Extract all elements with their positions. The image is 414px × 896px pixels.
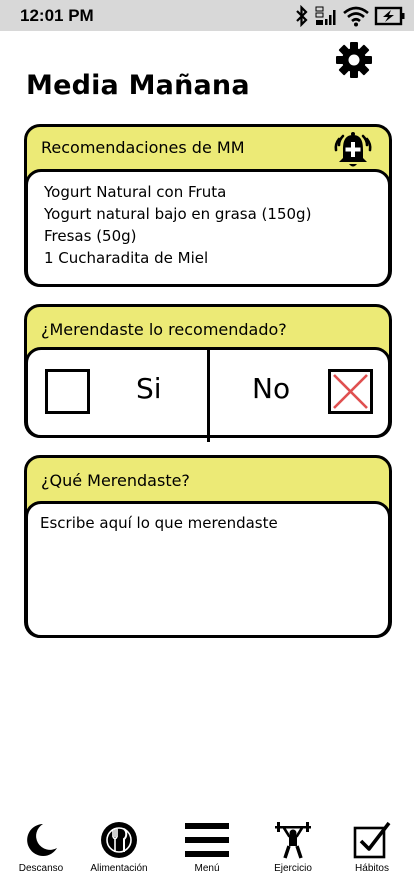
signal-icon xyxy=(314,5,338,27)
yes-label: Si xyxy=(136,372,162,405)
list-item: Yogurt Natural con Fruta xyxy=(44,183,227,201)
answer-panel xyxy=(25,347,391,438)
nav-label: Hábitos xyxy=(355,863,389,874)
nav-label: Menú xyxy=(194,863,220,874)
x-mark-icon xyxy=(331,372,370,411)
plate-cutlery-icon xyxy=(99,820,139,860)
status-icons xyxy=(294,3,406,29)
yes-option[interactable] xyxy=(28,350,208,435)
yes-checkbox[interactable] xyxy=(45,369,90,414)
list-item: Fresas (50g) xyxy=(44,227,137,245)
recommendations-list xyxy=(25,169,391,287)
battery-charging-icon xyxy=(374,5,406,27)
gear-icon xyxy=(334,40,374,80)
nav-item-menu[interactable] xyxy=(162,812,252,882)
list-item: 1 Cucharadita de Miel xyxy=(44,249,209,267)
no-label: No xyxy=(252,372,291,405)
settings-button[interactable] xyxy=(334,40,374,80)
add-alarm-button[interactable] xyxy=(333,131,373,169)
menu-icon xyxy=(185,820,229,860)
nav-label: Descanso xyxy=(18,863,64,874)
list-item: Yogurt natural bajo en grasa (150g) xyxy=(44,205,312,223)
status-time: 12:01 PM xyxy=(20,6,94,25)
snack-input[interactable] xyxy=(40,514,376,625)
snack-input-box xyxy=(25,501,391,638)
no-checkbox[interactable] xyxy=(328,369,373,414)
snack-card xyxy=(24,455,392,638)
nav-label: Ejercicio xyxy=(274,863,312,874)
nav-label: Alimentación xyxy=(90,863,148,874)
wifi-icon xyxy=(342,5,370,27)
recommendations-card xyxy=(24,124,392,287)
nav-item-habitos[interactable] xyxy=(327,812,414,882)
snack-title: ¿Qué Merendaste? xyxy=(41,471,190,490)
no-option[interactable] xyxy=(208,350,388,435)
nav-item-ejercicio[interactable] xyxy=(248,812,338,882)
checkbox-checked-icon xyxy=(352,820,392,860)
weightlifter-icon xyxy=(273,820,313,860)
bottom-nav xyxy=(0,812,414,896)
question-card xyxy=(24,304,392,438)
bluetooth-icon xyxy=(294,5,310,27)
status-bar xyxy=(0,0,414,31)
alarm-add-icon xyxy=(333,131,373,169)
moon-icon xyxy=(21,820,61,860)
nav-item-alimentacion[interactable] xyxy=(74,812,164,882)
recommendations-title: Recomendaciones de MM xyxy=(41,138,245,157)
question-title: ¿Merendaste lo recomendado? xyxy=(41,320,287,339)
page-title: Media Mañana xyxy=(26,70,250,101)
